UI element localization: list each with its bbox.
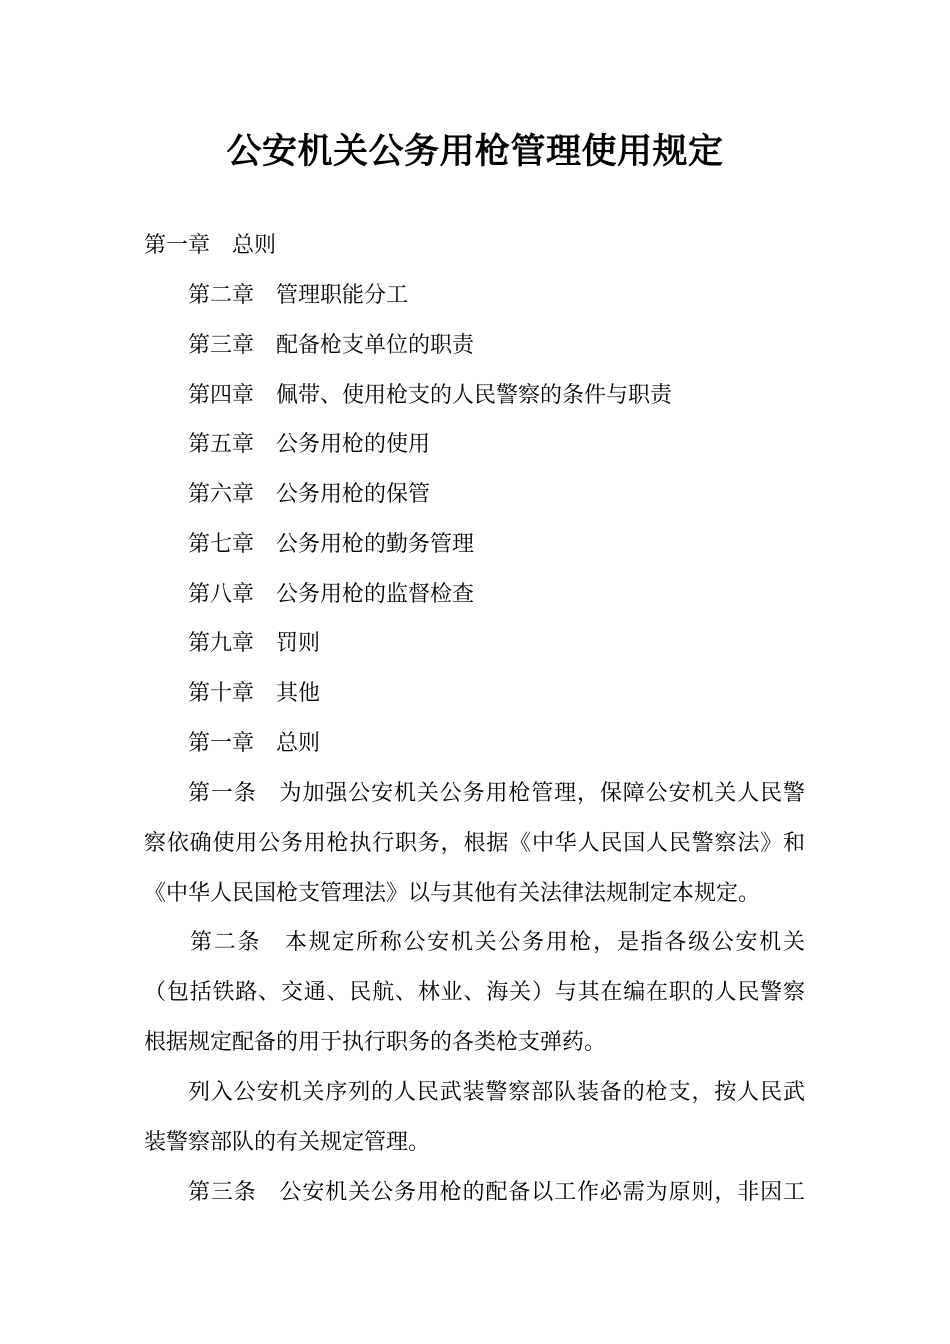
armed-police-line-2: 装警察部队的有关规定管理。 — [144, 1130, 431, 1155]
article-3-line-1: 第三条 公安机关公务用枪的配备以工作必需为原则，非因工 — [188, 1180, 805, 1205]
toc-item-chapter-1: 第一章 总则 — [144, 233, 277, 258]
toc-item-chapter-5: 第五章 公务用枪的使用 — [188, 432, 431, 457]
toc-item-chapter-3: 第三章 配备枪支单位的职责 — [188, 333, 475, 358]
article-2-line-3: 根据规定配备的用于执行职务的各类枪支弹药。 — [144, 1030, 607, 1055]
article-1-line-3: 《中华人民国枪支管理法》以与其他有关法律法规制定本规定。 — [144, 881, 761, 906]
article-1-line-1: 第一条 为加强公安机关公务用枪管理，保障公安机关人民警 — [188, 781, 805, 806]
article-2-line-2: （包括铁路、交通、民航、林业、海关）与其在编在职的人民警察 — [144, 980, 805, 1005]
article-1-line-2: 察依确使用公务用枪执行职务，根据《中华人民国人民警察法》和 — [144, 831, 805, 856]
toc-item-chapter-7: 第七章 公务用枪的勤务管理 — [188, 532, 475, 557]
toc-item-chapter-10: 第十章 其他 — [188, 681, 321, 706]
toc-item-chapter-6: 第六章 公务用枪的保管 — [188, 482, 431, 507]
toc-item-chapter-4: 第四章 佩带、使用枪支的人民警察的条件与职责 — [188, 383, 673, 408]
toc-item-chapter-2: 第二章 管理职能分工 — [188, 283, 409, 308]
article-2-line-1: 第二条 本规定所称公安机关公务用枪，是指各级公安机关 — [190, 930, 805, 955]
chapter-heading: 第一章 总则 — [188, 731, 321, 756]
toc-item-chapter-8: 第八章 公务用枪的监督检查 — [188, 582, 475, 607]
toc-item-chapter-9: 第九章 罚则 — [188, 631, 321, 656]
armed-police-line-1: 列入公安机关序列的人民武装警察部队装备的枪支，按人民武 — [188, 1080, 805, 1105]
document-title: 公安机关公务用枪管理使用规定 — [226, 132, 724, 172]
